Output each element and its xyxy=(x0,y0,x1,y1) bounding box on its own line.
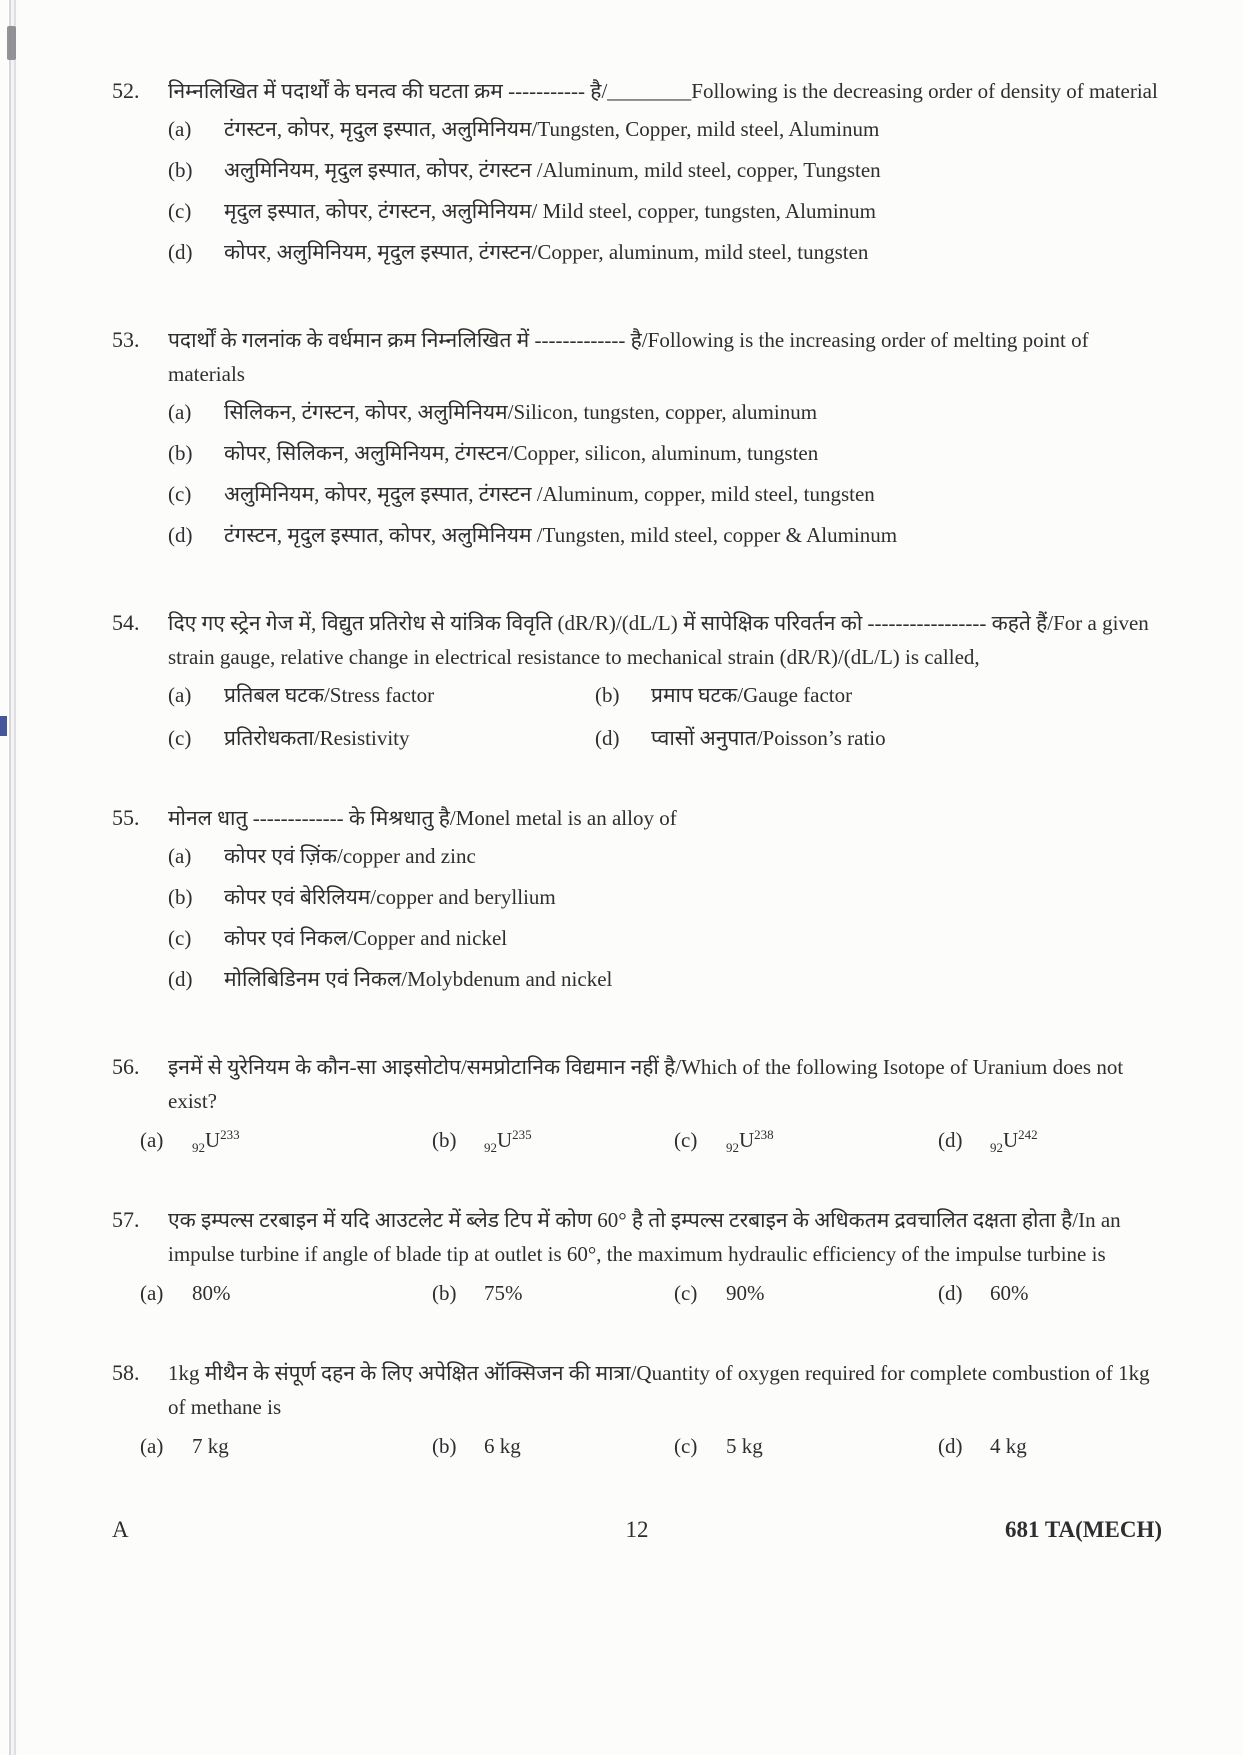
isotope-value: $_{92}U^{238}$ xyxy=(726,1127,774,1156)
option-b xyxy=(168,437,1162,470)
option-text: अलुमिनियम, मृदुल इस्पात, कोपर, टंगस्टन /Aluminum, mild steel, copper, Tungsten xyxy=(224,158,881,182)
option-label: (a) xyxy=(140,1281,164,1305)
option-text: 80% xyxy=(192,1281,231,1305)
option-label: (c) xyxy=(674,1128,698,1152)
page-number: 12 xyxy=(625,1517,649,1542)
option-d xyxy=(168,963,1162,996)
question-stem: 1kg मीथैन के संपूर्ण दहन के लिए अपेक्षित ऑक्सिजन की मात्रा/Quantity of oxygen required for complete combustion of 1kg of methane is xyxy=(168,1361,1150,1419)
option-b xyxy=(168,154,1162,187)
options-list xyxy=(168,113,1162,269)
option-text: 7 kg xyxy=(192,1434,229,1458)
option-label: (b) xyxy=(168,158,193,182)
options-list xyxy=(168,396,1162,552)
option-text: प्रतिरोधकता/Resistivity xyxy=(224,726,410,750)
question-56 xyxy=(112,1050,1162,1157)
option-text: 6 kg xyxy=(484,1434,521,1458)
question-stem: निम्नलिखित में पदार्थों के घनत्व की घटता क्रम ----------- है/________Following is the decreasing order of density of material xyxy=(168,79,1158,103)
option-c xyxy=(674,1123,938,1157)
option-label: (a) xyxy=(140,1434,164,1458)
question-stem: दिए गए स्ट्रेन गेज में, विद्युत प्रतिरोध से यांत्रिक विवृति (dR/R)/(dL/L) में सापेक्षिक परिवर्तन को ----------------- कहते हैं/For a given strain gauge, relative change in electrical resistance to mechanical strain (dR/R)/(dL/L) is called, xyxy=(168,611,1149,669)
option-a xyxy=(140,1123,432,1157)
option-text: प्रमाप घटक/Gauge factor xyxy=(651,683,853,707)
option-label: (a) xyxy=(168,683,192,707)
scan-edge-dark-mark xyxy=(7,26,16,60)
option-a xyxy=(168,113,1162,146)
option-text: प्रतिबल घटक/Stress factor xyxy=(224,683,435,707)
option-text: 75% xyxy=(484,1281,523,1305)
page-footer xyxy=(0,1517,1242,1543)
blue-ink-mark xyxy=(0,716,7,736)
question-number: 55. xyxy=(112,805,140,830)
option-c xyxy=(674,1276,938,1310)
option-text: 5 kg xyxy=(726,1434,763,1458)
option-a xyxy=(168,679,595,712)
option-text: अलुमिनियम, कोपर, मृदुल इस्पात, टंगस्टन /Aluminum, copper, mild steel, tungsten xyxy=(224,482,875,506)
option-text: कोपर एवं बेरिलियम/copper and beryllium xyxy=(224,885,556,909)
question-number: 58. xyxy=(112,1360,140,1385)
option-text: सिलिकन, टंगस्टन, कोपर, अलुमिनियम/Silicon, tungsten, copper, aluminum xyxy=(224,400,818,424)
option-label: (b) xyxy=(168,885,193,909)
question-stem: इनमें से युरेनियम के कौन-सा आइसोटोप/समप्रोटानिक विद्यमान नहीं है/Which of the following Isotope of Uranium does not exist? xyxy=(168,1055,1124,1113)
question-stem: एक इम्पल्स टरबाइन में यदि आउटलेट में ब्लेड टिप में कोण 60° है तो इम्पल्स टरबाइन के अधिकतम द्रवचालित दक्षता होता है/In an impulse turbine if angle of blade tip at outlet is 60°, the maximum hydraulic efficiency of the impulse turbine is xyxy=(168,1208,1121,1266)
option-label: (c) xyxy=(168,726,192,750)
option-label: (b) xyxy=(432,1281,457,1305)
option-text: टंगस्टन, कोपर, मृदुल इस्पात, अलुमिनियम/Tungsten, Copper, mild steel, Aluminum xyxy=(224,117,880,141)
option-c xyxy=(168,195,1162,228)
isotope-value: $_{92}U^{242}$ xyxy=(990,1127,1038,1156)
option-label: (b) xyxy=(595,683,620,707)
option-label: (b) xyxy=(168,441,193,465)
question-53 xyxy=(112,323,1162,560)
option-text: मृदुल इस्पात, कोपर, टंगस्टन, अलुमिनियम/ Mild steel, copper, tungsten, Aluminum xyxy=(224,199,876,223)
option-text: मोलिबिडिनम एवं निकल/Molybdenum and nickel xyxy=(224,967,613,991)
option-label: (a) xyxy=(168,844,192,868)
option-text: कोपर, सिलिकन, अलुमिनियम, टंगस्टन/Copper, silicon, aluminum, tungsten xyxy=(224,441,819,465)
question-55 xyxy=(112,801,1162,1004)
question-number: 56. xyxy=(112,1054,140,1079)
option-text: 4 kg xyxy=(990,1434,1027,1458)
option-text: कोपर एवं ज़िंक/copper and zinc xyxy=(224,844,476,868)
question-number: 54. xyxy=(112,610,140,635)
option-label: (c) xyxy=(674,1281,698,1305)
option-label: (a) xyxy=(140,1128,164,1152)
set-code: A xyxy=(112,1517,129,1542)
option-b xyxy=(168,881,1162,914)
option-label: (d) xyxy=(595,726,620,750)
option-label: (c) xyxy=(168,199,192,223)
option-text: प्वासों अनुपात/Poisson’s ratio xyxy=(651,726,886,750)
option-d xyxy=(595,722,1162,755)
option-label: (b) xyxy=(432,1434,457,1458)
options-list xyxy=(168,840,1162,996)
option-text: टंगस्टन, मृदुल इस्पात, कोपर, अलुमिनियम /Tungsten, mild steel, copper & Aluminum xyxy=(224,523,898,547)
option-c xyxy=(674,1429,938,1463)
option-d xyxy=(938,1123,1162,1157)
option-label: (d) xyxy=(168,240,193,264)
option-a xyxy=(140,1276,432,1310)
option-a xyxy=(168,840,1162,873)
option-label: (d) xyxy=(168,523,193,547)
question-58 xyxy=(112,1356,1162,1463)
option-b xyxy=(432,1429,674,1463)
option-c xyxy=(168,478,1162,511)
option-b xyxy=(432,1276,674,1310)
option-label: (c) xyxy=(674,1434,698,1458)
scan-edge-artifact xyxy=(8,0,20,1755)
option-text: कोपर, अलुमिनियम, मृदुल इस्पात, टंगस्टन/Copper, aluminum, mild steel, tungsten xyxy=(224,240,869,264)
option-label: (a) xyxy=(168,400,192,424)
option-b xyxy=(432,1123,674,1157)
options-list xyxy=(140,1276,1162,1310)
option-text: 90% xyxy=(726,1281,765,1305)
option-a xyxy=(140,1429,432,1463)
question-number: 52. xyxy=(112,78,140,103)
option-label: (d) xyxy=(938,1434,963,1458)
option-d xyxy=(168,236,1162,269)
options-list xyxy=(140,1429,1162,1463)
question-stem: पदार्थों के गलनांक के वर्धमान क्रम निम्नलिखित में ------------- है/Following is the increasing order of melting point of materials xyxy=(168,328,1089,386)
option-c xyxy=(168,722,595,755)
question-57 xyxy=(112,1203,1162,1310)
option-text: 60% xyxy=(990,1281,1029,1305)
question-54 xyxy=(112,606,1162,755)
question-stem: मोनल धातु ------------- के मिश्रधातु है/Monel metal is an alloy of xyxy=(168,806,677,830)
option-d xyxy=(938,1429,1162,1463)
option-label: (c) xyxy=(168,482,192,506)
isotope-value: $_{92}U^{233}$ xyxy=(192,1127,240,1156)
options-list xyxy=(168,679,1162,755)
option-d xyxy=(168,519,1162,552)
isotope-value: $_{92}U^{235}$ xyxy=(484,1127,532,1156)
option-a xyxy=(168,396,1162,429)
option-c xyxy=(168,922,1162,955)
question-number: 53. xyxy=(112,327,140,352)
option-d xyxy=(938,1276,1162,1310)
option-b xyxy=(595,679,1162,712)
question-52 xyxy=(112,74,1162,277)
option-label: (a) xyxy=(168,117,192,141)
options-list xyxy=(140,1123,1162,1157)
option-label: (c) xyxy=(168,926,192,950)
option-label: (d) xyxy=(168,967,193,991)
option-label: (b) xyxy=(432,1128,457,1152)
question-number: 57. xyxy=(112,1207,140,1232)
option-text: कोपर एवं निकल/Copper and nickel xyxy=(224,926,508,950)
option-label: (d) xyxy=(938,1128,963,1152)
paper-code: 681 TA(MECH) xyxy=(1005,1517,1162,1542)
option-label: (d) xyxy=(938,1281,963,1305)
